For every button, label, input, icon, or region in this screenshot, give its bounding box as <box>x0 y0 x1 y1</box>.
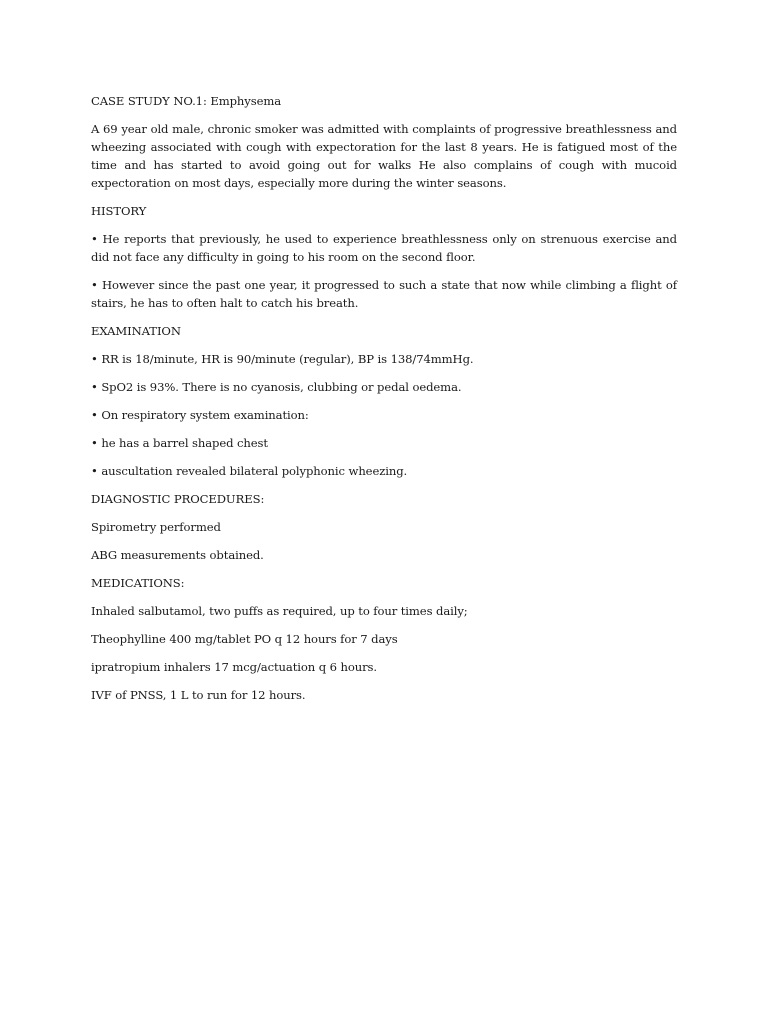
medication-item-ipratropium: ipratropium inhalers 17 mcg/actuation q 6 hours. <box>91 660 377 674</box>
medications-heading: MEDICATIONS: <box>91 576 185 590</box>
examination-bullet-respiratory: • On respiratory system examination: <box>91 408 309 422</box>
examination-heading: EXAMINATION <box>91 324 181 338</box>
document-page <box>91 92 677 714</box>
medication-item-ivf: IVF of PNSS, 1 L to run for 12 hours. <box>91 688 306 702</box>
case-study-title: CASE STUDY NO.1: Emphysema <box>91 94 282 108</box>
diagnostic-item-spirometry: Spirometry performed <box>91 520 221 534</box>
diagnostic-procedures-heading: DIAGNOSTIC PROCEDURES: <box>91 492 265 506</box>
history-bullet-1: • He reports that previously, he used to experience breathlessness only on strenuous exercise and did not face any difficulty in going to his room on the second floor. <box>91 232 677 264</box>
history-bullet-2: • However since the past one year, it progressed to such a state that now while climbing a flight of stairs, he has to often halt to catch his breath. <box>91 278 677 310</box>
examination-bullet-chest: • he has a barrel shaped chest <box>91 436 268 450</box>
medication-item-salbutamol: Inhaled salbutamol, two puffs as required, up to four times daily; <box>91 604 468 618</box>
examination-bullet-spo2: • SpO2 is 93%. There is no cyanosis, clubbing or pedal oedema. <box>91 380 462 394</box>
case-summary-paragraph: A 69 year old male, chronic smoker was admitted with complaints of progressive breathlessness and wheezing associated with cough with expectoration for the last 8 years. He is fatigued most of the time and has started to avoid going out for walks He also complains of cough with mucoid expectoration on most days, especially more during the winter seasons. <box>91 122 677 190</box>
medication-item-theophylline: Theophylline 400 mg/tablet PO q 12 hours for 7 days <box>91 632 398 646</box>
diagnostic-item-abg: ABG measurements obtained. <box>91 548 264 562</box>
examination-bullet-vitals: • RR is 18/minute, HR is 90/minute (regular), BP is 138/74mmHg. <box>91 352 474 366</box>
history-heading: HISTORY <box>91 204 147 218</box>
examination-bullet-auscultation: • auscultation revealed bilateral polyphonic wheezing. <box>91 464 408 478</box>
